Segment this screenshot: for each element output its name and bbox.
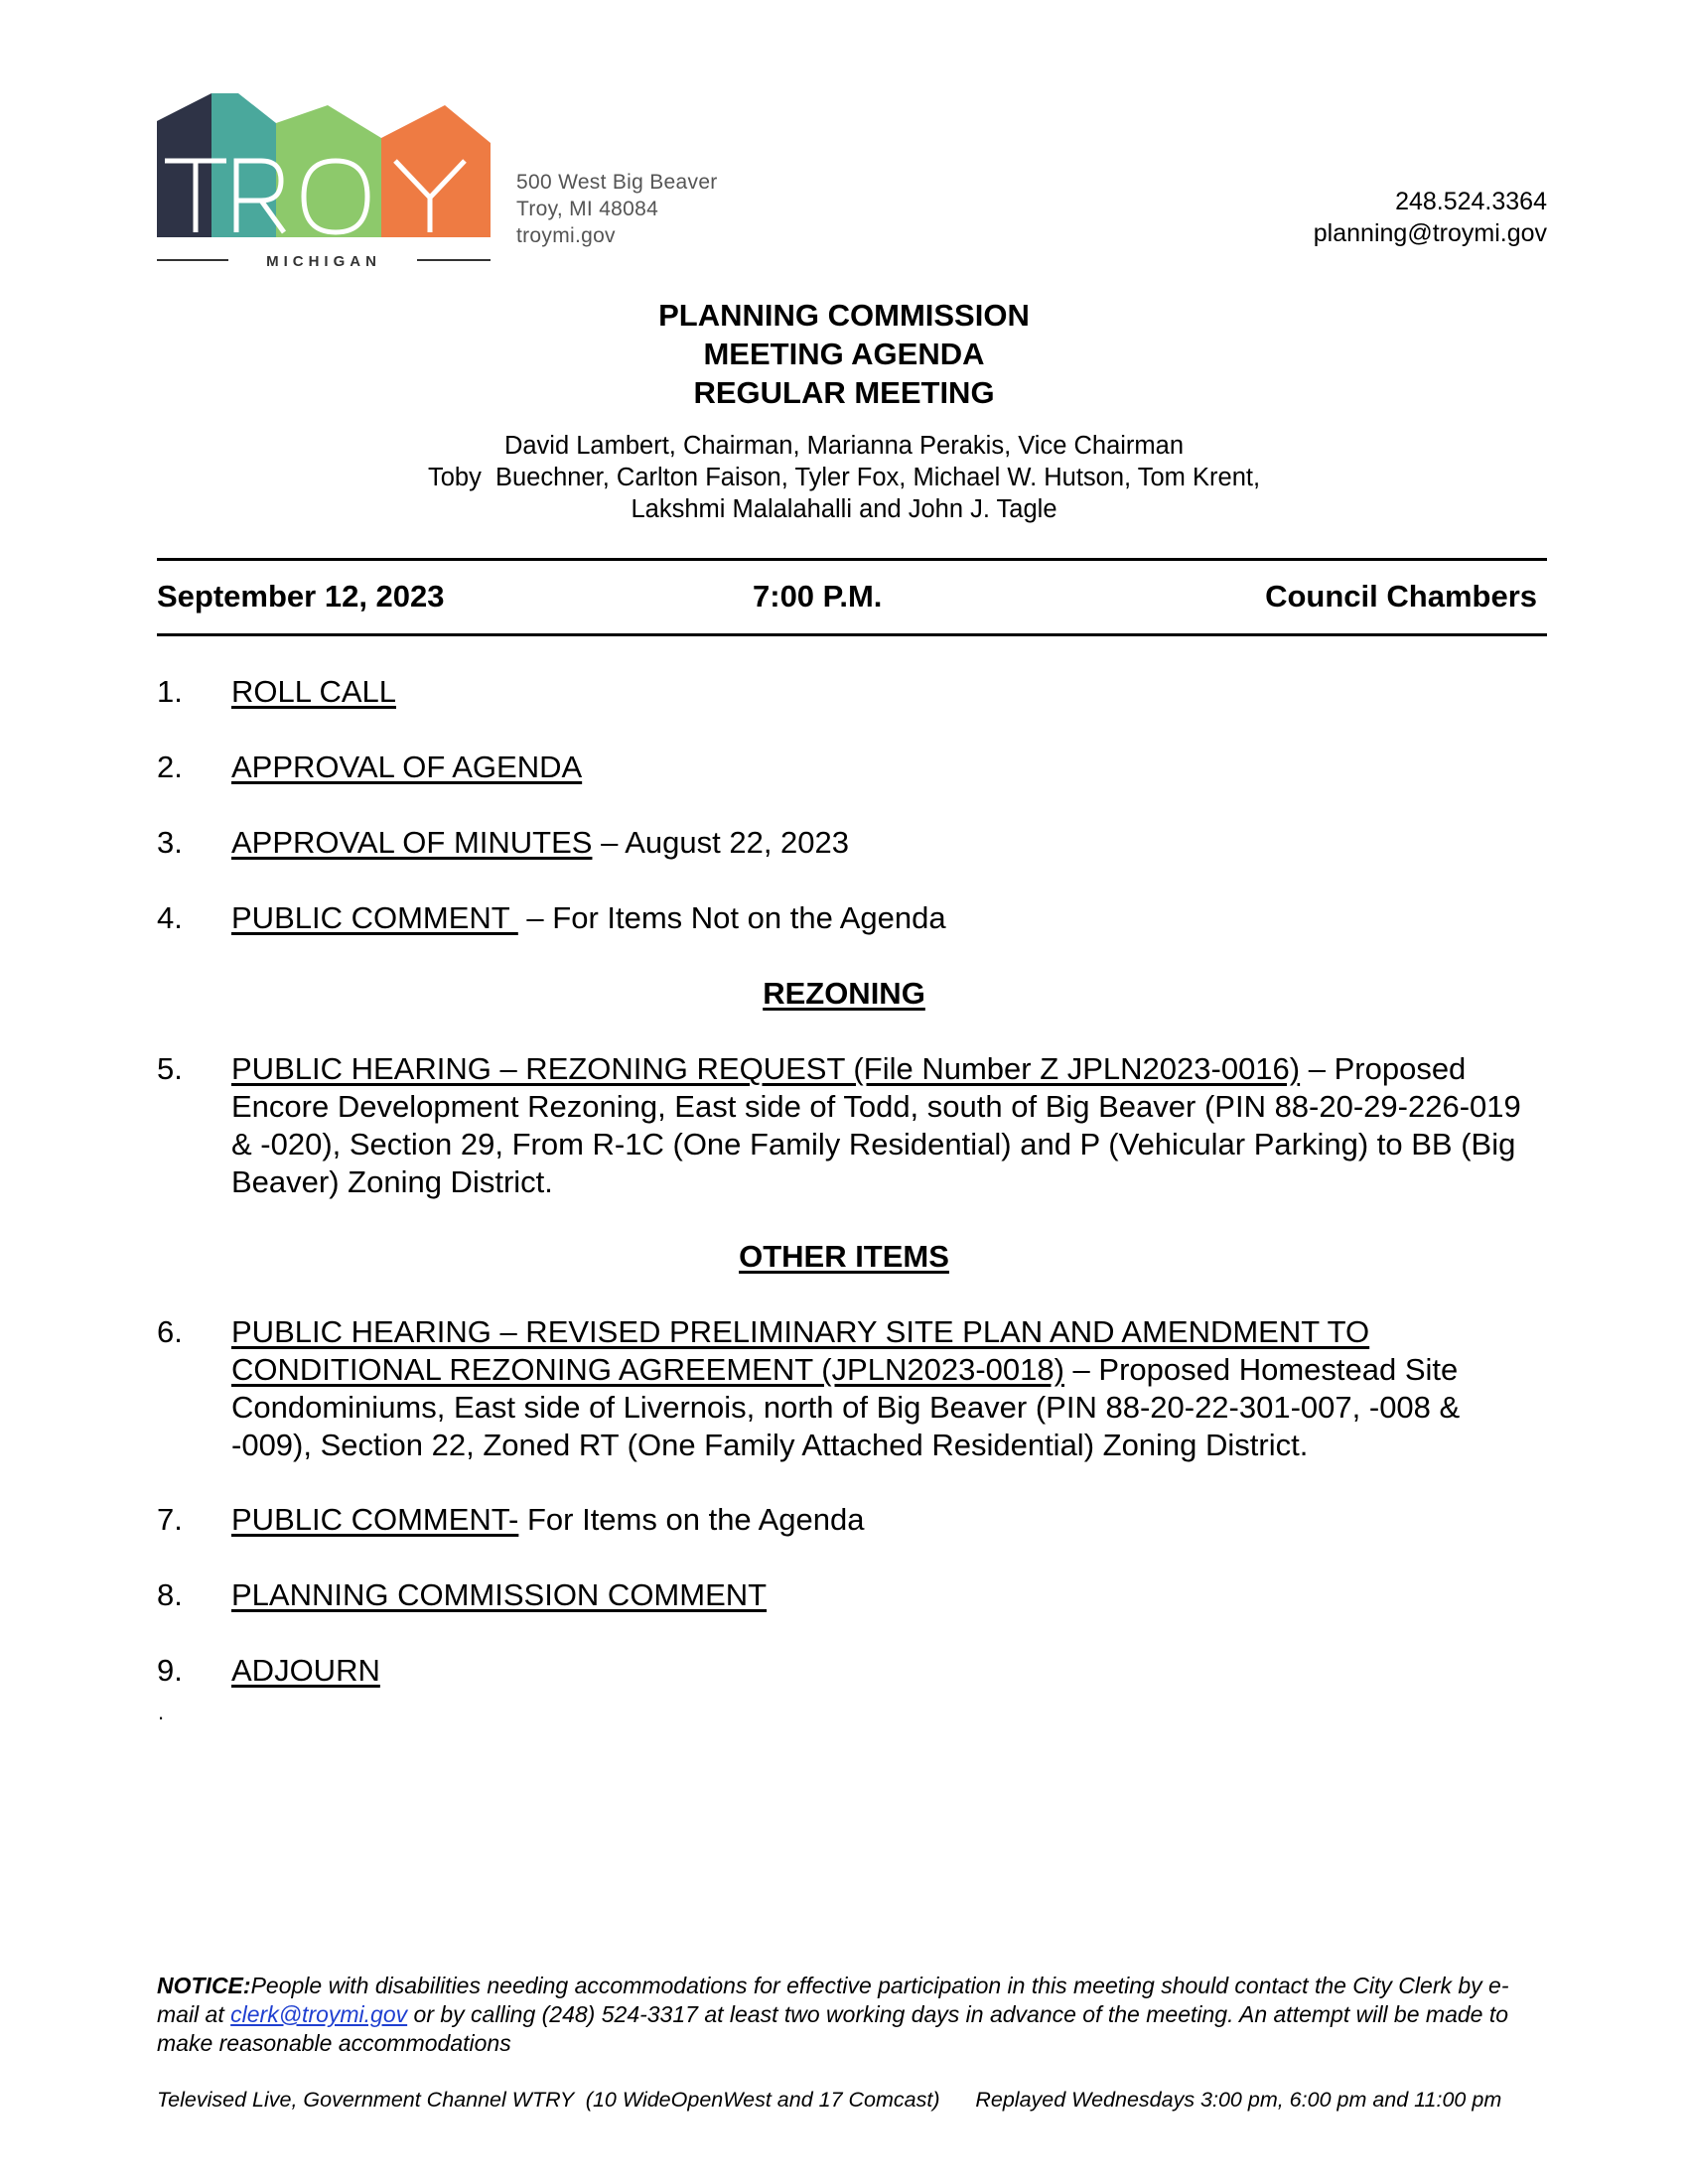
item-title: APPROVAL OF MINUTES (231, 825, 593, 860)
address-website: troymi.gov (516, 224, 616, 247)
agenda-item (157, 1313, 1547, 1472)
item-title: PLANNING COMMISSION COMMENT (231, 1577, 768, 1612)
logo-house-teal (211, 93, 276, 237)
logo-subtitle: MICHIGAN (266, 253, 381, 270)
agenda-item (157, 1576, 1547, 1616)
meeting-time: 7:00 P.M. (753, 579, 883, 614)
address-street: 500 West Big Beaver (516, 171, 718, 194)
address-city: Troy, MI 48084 (516, 198, 659, 220)
trailing-dot: . (158, 1700, 165, 1724)
item-detail: For Items on the Agenda (518, 1502, 865, 1537)
members-line-2: Toby Buechner, Carlton Faison, Tyler Fox, Michael W. Hutson, Tom Krent, (427, 464, 1261, 491)
members-line-1: David Lambert, Chairman, Marianna Perakis, Vice Chairman (503, 432, 1185, 460)
agenda-item (157, 1050, 1547, 1209)
address-block (516, 169, 718, 249)
page-title (0, 296, 1688, 412)
item-title: PUBLIC COMMENT- (231, 1502, 519, 1537)
notice-text: People with disabilities needing accommodations for effective participation in this meeting should contact the City Clerk by e-mail at (157, 1973, 1509, 2027)
item-number: 3. (157, 825, 183, 860)
clerk-email-link[interactable]: clerk@troymi.gov (230, 2001, 408, 2027)
agenda-item (157, 1501, 1547, 1541)
title-line-2: MEETING AGENDA (703, 337, 985, 371)
section-heading-rezoning (0, 975, 1688, 1013)
section-heading-text: OTHER ITEMS (739, 1239, 949, 1274)
replayed-text: Replayed Wednesdays 3:00 pm, 6:00 pm and 11:00 pm (975, 2088, 1502, 2112)
meeting-info-row (157, 578, 1537, 617)
members-line-3: Lakshmi Malalahalli and John J. Tagle (631, 495, 1057, 523)
item-title: APPROVAL OF AGENDA (231, 750, 583, 784)
troy-logo (157, 93, 491, 276)
item-number: 4. (157, 900, 183, 935)
contact-phone: 248.524.3364 (1395, 188, 1547, 215)
accessibility-notice (157, 1972, 1547, 2058)
item-number: 1. (157, 674, 183, 709)
item-number: 6. (157, 1314, 183, 1349)
broadcast-info (157, 2086, 1547, 2114)
agenda-item (157, 824, 1547, 864)
item-detail: – Proposed Homestead Site Condominiums, East side of Livernois, north of Big Beaver (PIN 88-20-22-301-007, -008 & -009), Section 22, Zoned RT (One Family Attached Residential) Zoning District. (231, 1352, 1461, 1462)
item-detail: – For Items Not on the Agenda (517, 900, 946, 935)
item-number: 2. (157, 750, 183, 784)
contact-block (1314, 186, 1547, 249)
section-heading-text: REZONING (763, 976, 925, 1011)
item-detail: – Proposed Encore Development Rezoning, East side of Todd, south of Big Beaver (PIN 88-20-29-226-019 & -020), Section 29, From R-1C (One Family Residential) and P (Vehicular Parking) to BB (Big Beaver) Zoning District. (231, 1051, 1521, 1199)
title-line-3: REGULAR MEETING (693, 375, 995, 410)
notice-text-continued: or by calling (248) 524-3317 at least two working days in advance of the meeting. An attempt will be made to make reasonable accommodations (157, 2001, 1509, 2056)
item-number: 9. (157, 1653, 183, 1688)
commission-members (0, 430, 1688, 525)
item-title: ROLL CALL (231, 674, 396, 709)
meeting-location: Council Chambers (1265, 579, 1537, 614)
agenda-item (157, 673, 1547, 713)
item-number: 8. (157, 1577, 183, 1612)
section-heading-other-items (0, 1238, 1688, 1276)
logo-house-navy (157, 93, 211, 237)
item-title: ADJOURN (231, 1653, 380, 1688)
item-title: PUBLIC COMMENT (231, 900, 518, 935)
agenda-item (157, 899, 1547, 939)
contact-email: planning@troymi.gov (1313, 219, 1547, 247)
item-title: PUBLIC HEARING – REVISED PRELIMINARY SITE PLAN AND AMENDMENT TO CONDITIONAL REZONING AGREEMENT (JPLN2023-0018) (231, 1314, 1370, 1387)
item-number: 5. (157, 1051, 183, 1086)
title-line-1: PLANNING COMMISSION (658, 298, 1030, 333)
item-detail: – August 22, 2023 (592, 825, 850, 860)
logo-house-orange (381, 105, 491, 237)
bottom-rule (157, 633, 1547, 636)
item-title: PUBLIC HEARING – REZONING REQUEST (File Number Z JPLN2023-0016) (231, 1051, 1301, 1086)
televised-text: Televised Live, Government Channel WTRY (10 WideOpenWest and 17 Comcast) (157, 2088, 940, 2112)
meeting-date: September 12, 2023 (157, 579, 445, 614)
notice-label: NOTICE: (157, 1973, 251, 1998)
item-number: 7. (157, 1502, 183, 1537)
top-rule (157, 558, 1547, 561)
agenda-item (157, 1652, 1547, 1692)
agenda-item (157, 749, 1547, 788)
